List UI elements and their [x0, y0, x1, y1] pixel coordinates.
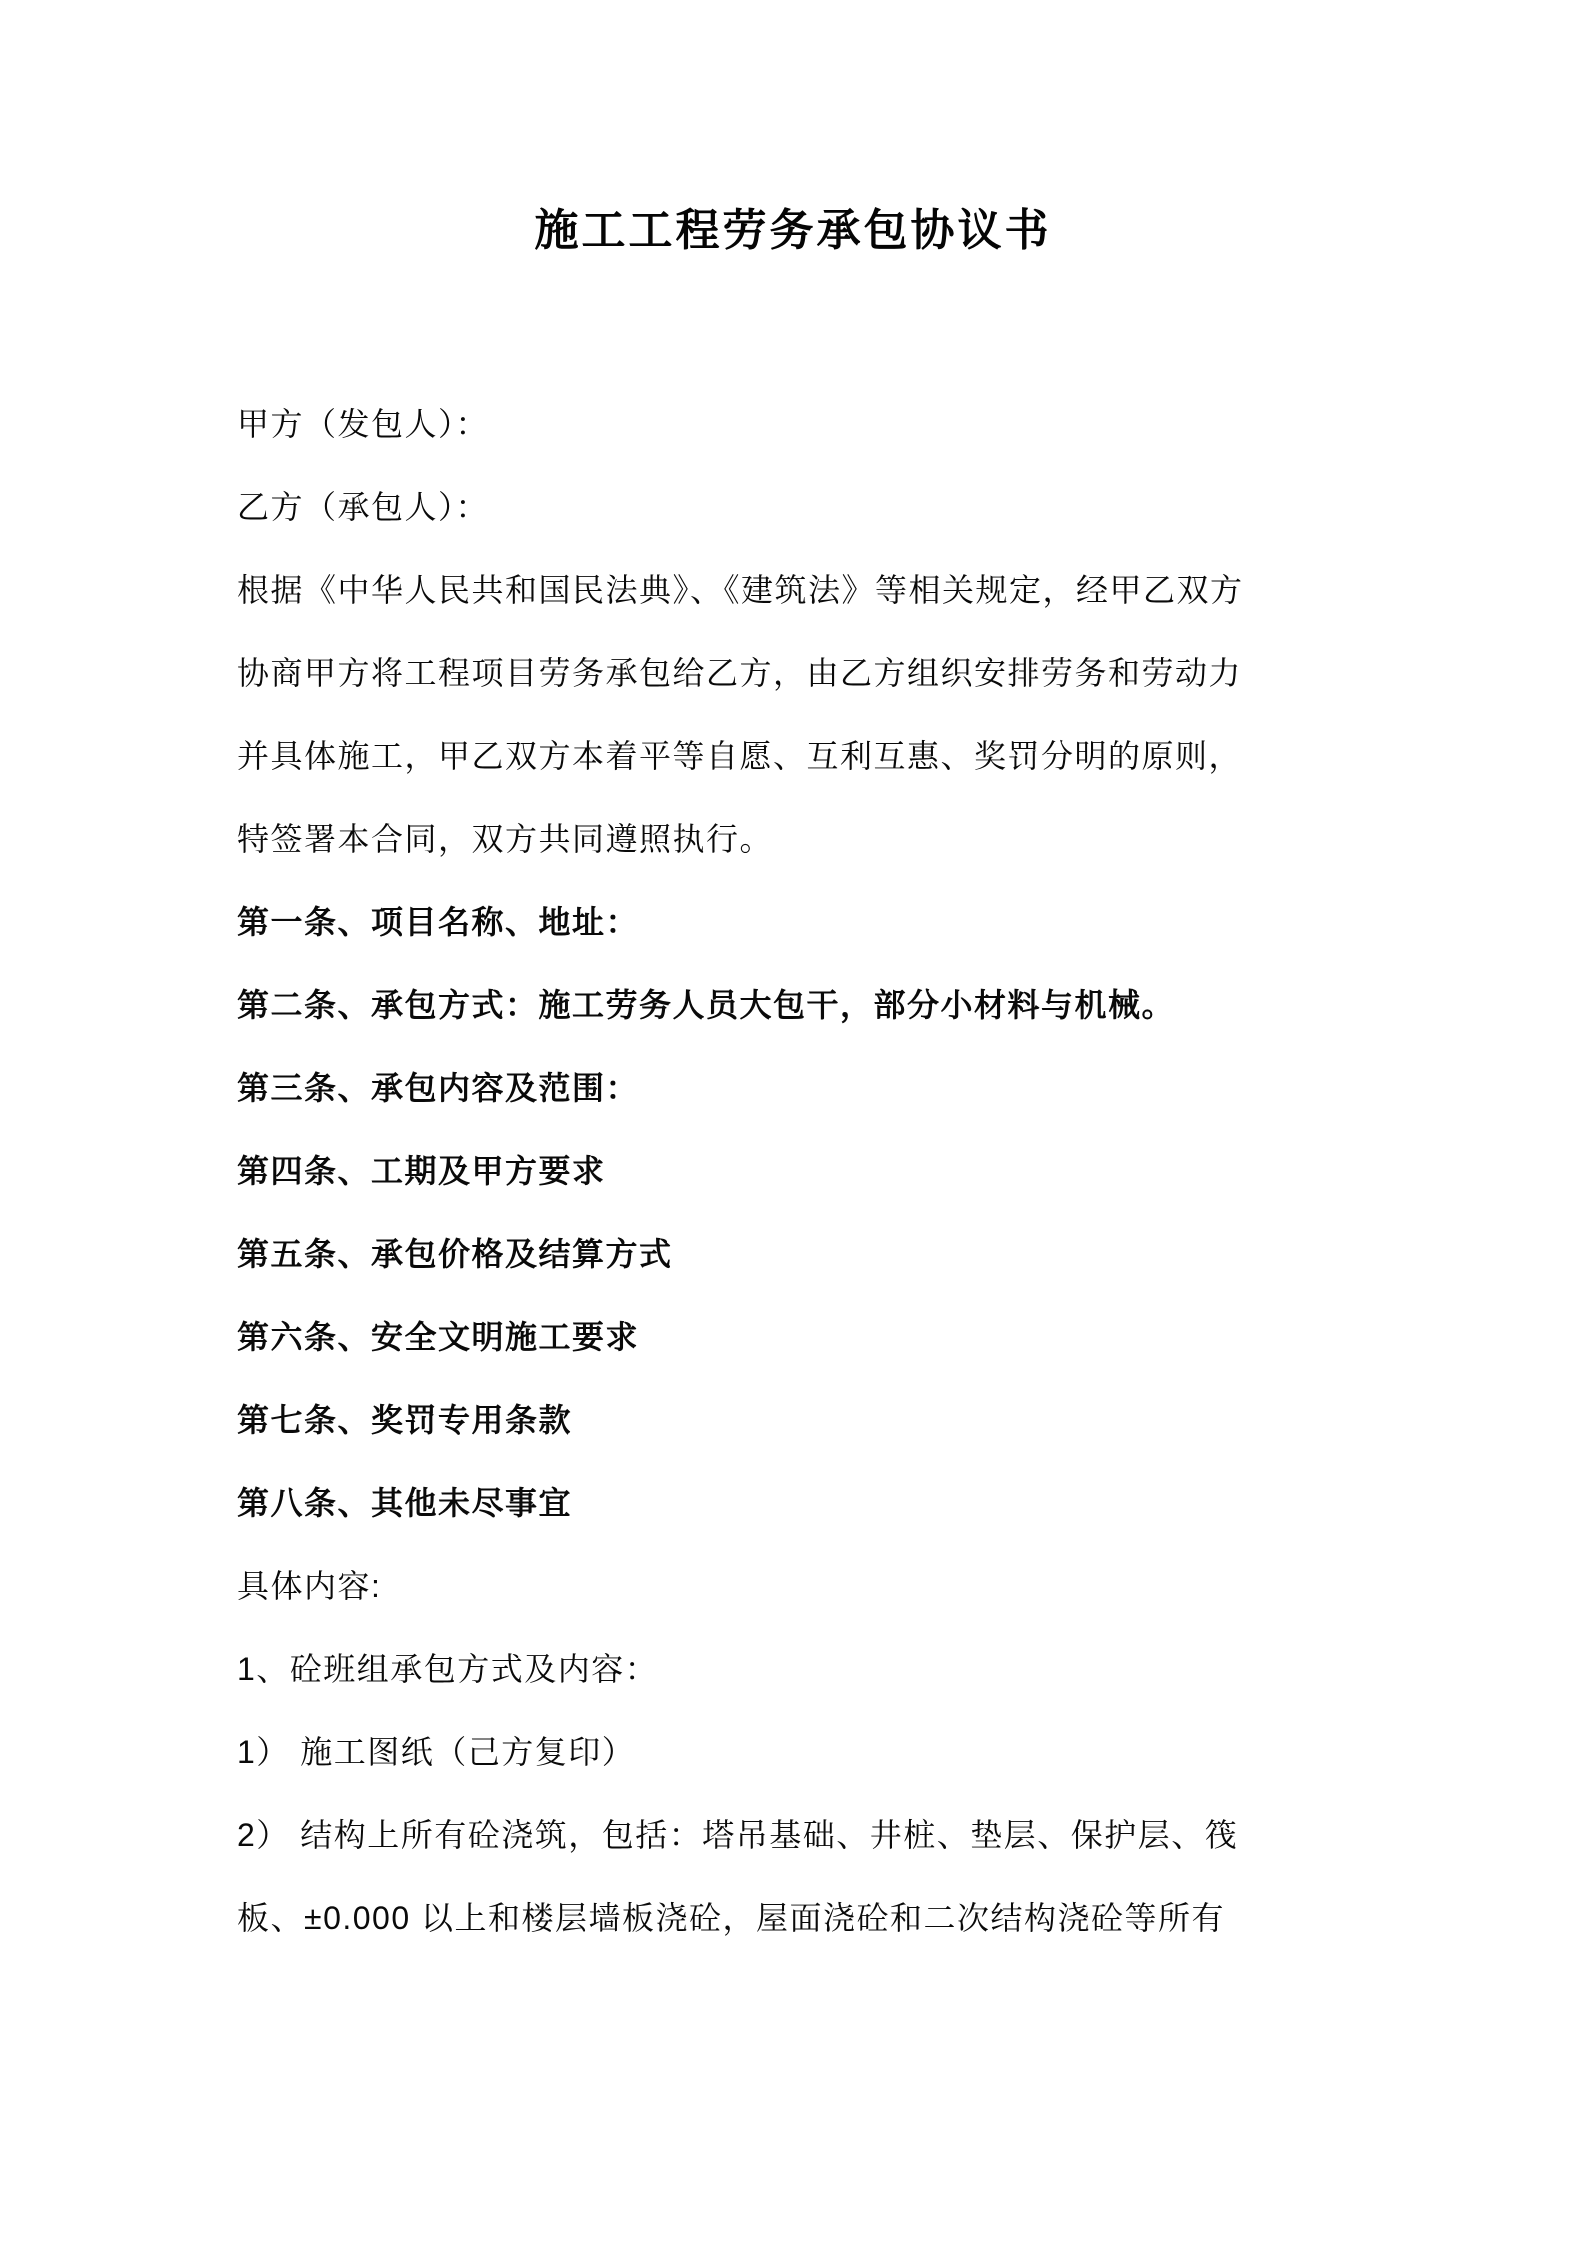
document-line: 根据《中华人民共和国民法典》、《建筑法》等相关规定，经甲乙双方: [237, 572, 1244, 608]
document-body: [0, 383, 1586, 1960]
document-line: 乙方（承包人）：: [237, 489, 490, 525]
document-line: 特签署本合同，双方共同遵照执行。: [237, 821, 774, 857]
document-title: 施工工程劳务承包协议书: [534, 206, 1052, 255]
document-line: 第四条、工期及甲方要求: [237, 1153, 606, 1189]
document-line: 第二条、承包方式：施工劳务人员大包干，部分小材料与机械。: [237, 987, 1176, 1023]
document-line: 协商甲方将工程项目劳务承包给乙方，由乙方组织安排劳务和劳动力: [237, 655, 1243, 691]
document-line: 1） 施工图纸（己方复印）: [237, 1734, 636, 1770]
document-line: 1、砼班组承包方式及内容：: [237, 1651, 659, 1687]
document-line: 2） 结构上所有砼浇筑，包括：塔吊基础、井桩、垫层、保护层、筏: [237, 1817, 1239, 1853]
document-line: 并具体施工，甲乙双方本着平等自愿、互利互惠、奖罚分明的原则，: [237, 738, 1243, 774]
document-line: 第六条、安全文明施工要求: [237, 1319, 640, 1355]
document-line: 第三条、承包内容及范围：: [237, 1070, 640, 1106]
document-line: 甲方（发包人）：: [237, 406, 490, 442]
document-line: 第八条、其他未尽事宜: [237, 1485, 573, 1521]
document-line: 板、±0.000 以上和楼层墙板浇砼，屋面浇砼和二次结构浇砼等所有: [237, 1900, 1226, 1936]
document-line: 第七条、奖罚专用条款: [237, 1402, 573, 1438]
document-line: 第一条、项目名称、地址：: [237, 904, 640, 940]
document-line: 具体内容:: [237, 1568, 382, 1604]
document-line: 第五条、承包价格及结算方式: [237, 1236, 673, 1272]
